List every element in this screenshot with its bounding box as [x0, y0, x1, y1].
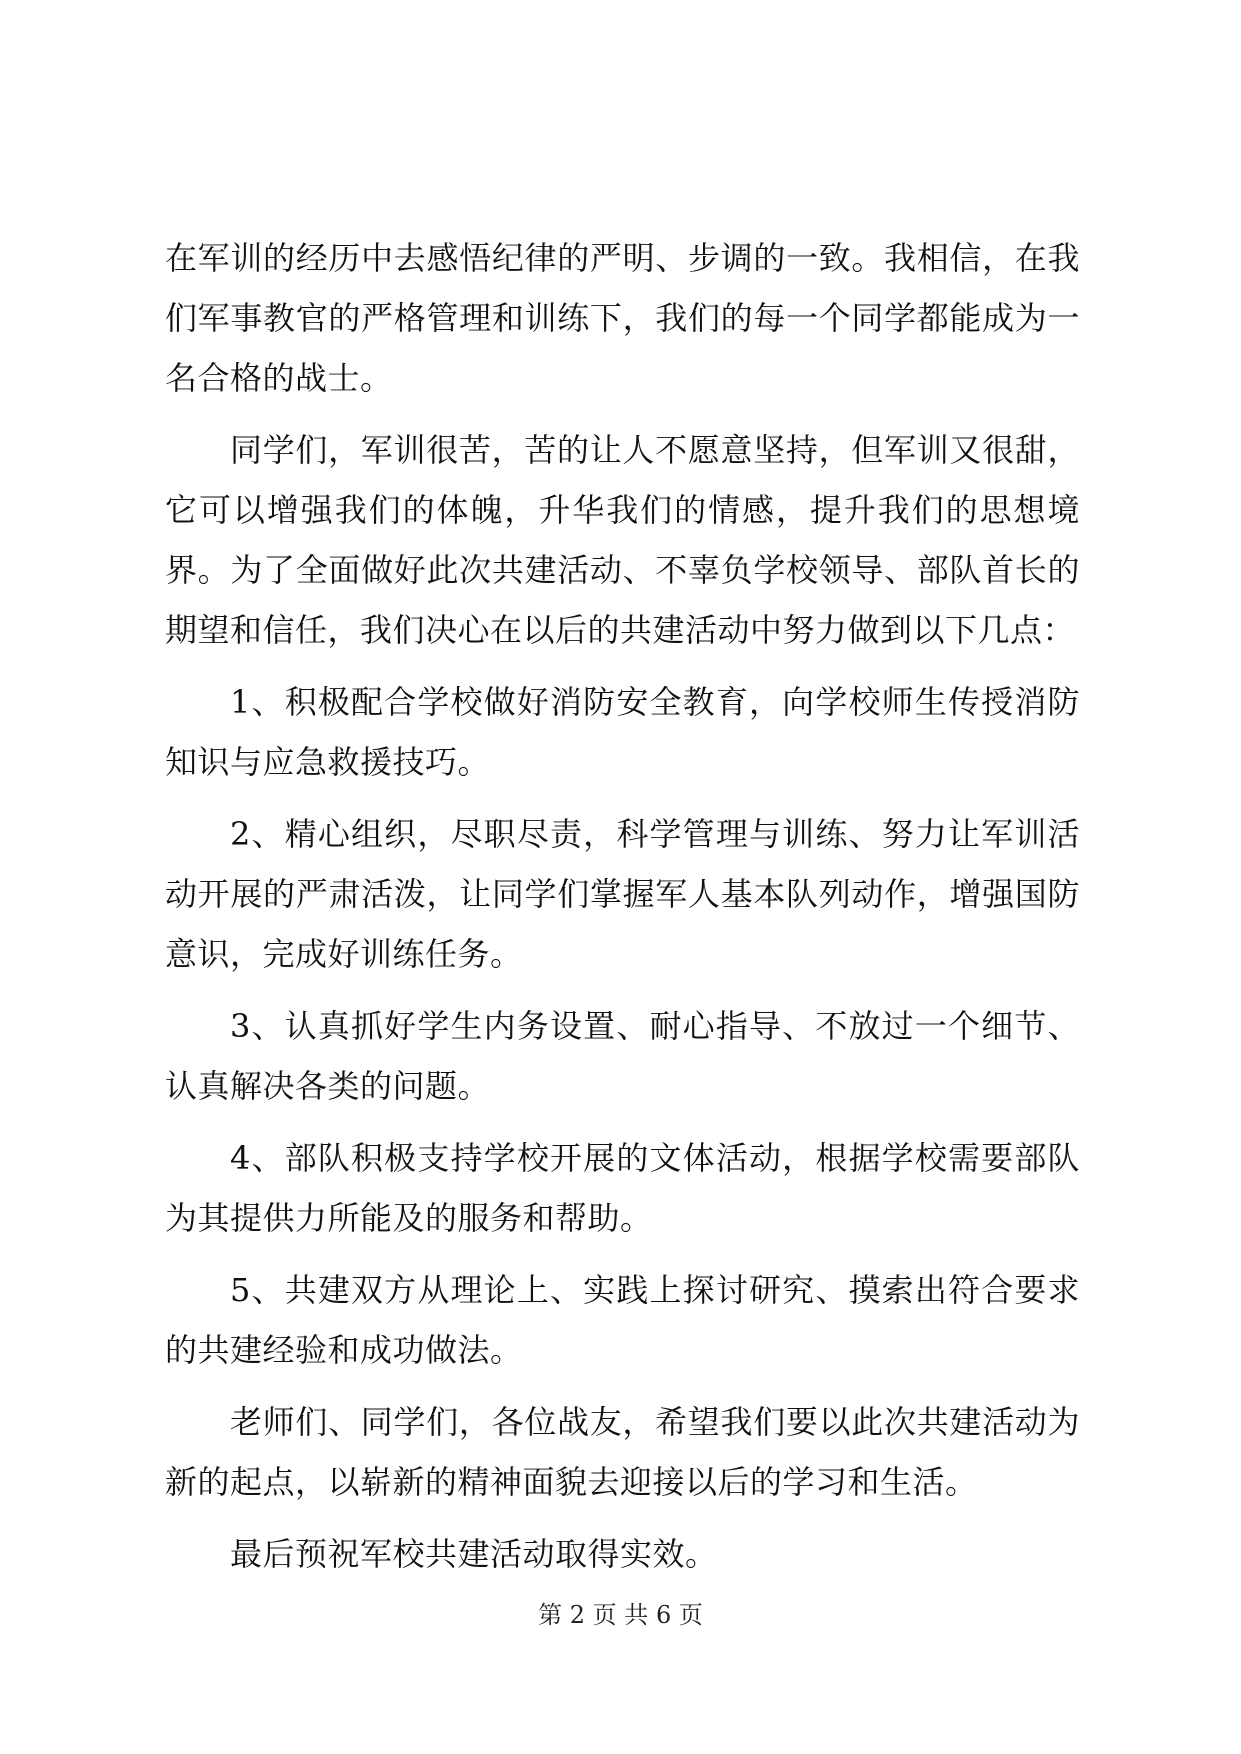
- paragraph-item-3: 3、认真抓好学生内务设置、耐心指导、不放过一个细节、认真解决各类的问题。: [165, 1007, 1080, 1105]
- paragraph-item-5: 5、共建双方从理论上、实践上探讨研究、摸索出符合要求的共建经验和成功做法。: [165, 1271, 1080, 1369]
- paragraph-2: 同学们，军训很苦，苦的让人不愿意坚持，但军训又很甜，它可以增强我们的体魄，升华我们的情感，提升我们的思想境界。为了全面做好此次共建活动、不辜负学校领导、部队首长的期望和信任，我们决心在以后的共建活动中努力做到以下几点：: [165, 431, 1080, 649]
- paragraph-item-2: 2、精心组织，尽职尽责，科学管理与训练、努力让军训活动开展的严肃活泼，让同学们掌握军人基本队列动作，增强国防意识，完成好训练任务。: [165, 815, 1080, 973]
- paragraph-item-4: 4、部队积极支持学校开展的文体活动，根据学校需要部队为其提供力所能及的服务和帮助。: [165, 1139, 1080, 1237]
- paragraph-closing: 老师们、同学们，各位战友，希望我们要以此次共建活动为新的起点，以崭新的精神面貌去迎接以后的学习和生活。: [165, 1403, 1080, 1501]
- paragraph-final-wish: 最后预祝军校共建活动取得实效。: [230, 1535, 718, 1573]
- paragraph-1: 在军训的经历中去感悟纪律的严明、步调的一致。我相信，在我们军事教官的严格管理和训练下，我们的每一个同学都能成为一名合格的战士。: [165, 239, 1080, 397]
- page-number-footer: 第 2 页 共 6 页: [538, 1601, 703, 1629]
- paragraph-item-1: 1、积极配合学校做好消防安全教育，向学校师生传授消防知识与应急救援技巧。: [165, 683, 1080, 781]
- document-body: [165, 228, 1080, 1596]
